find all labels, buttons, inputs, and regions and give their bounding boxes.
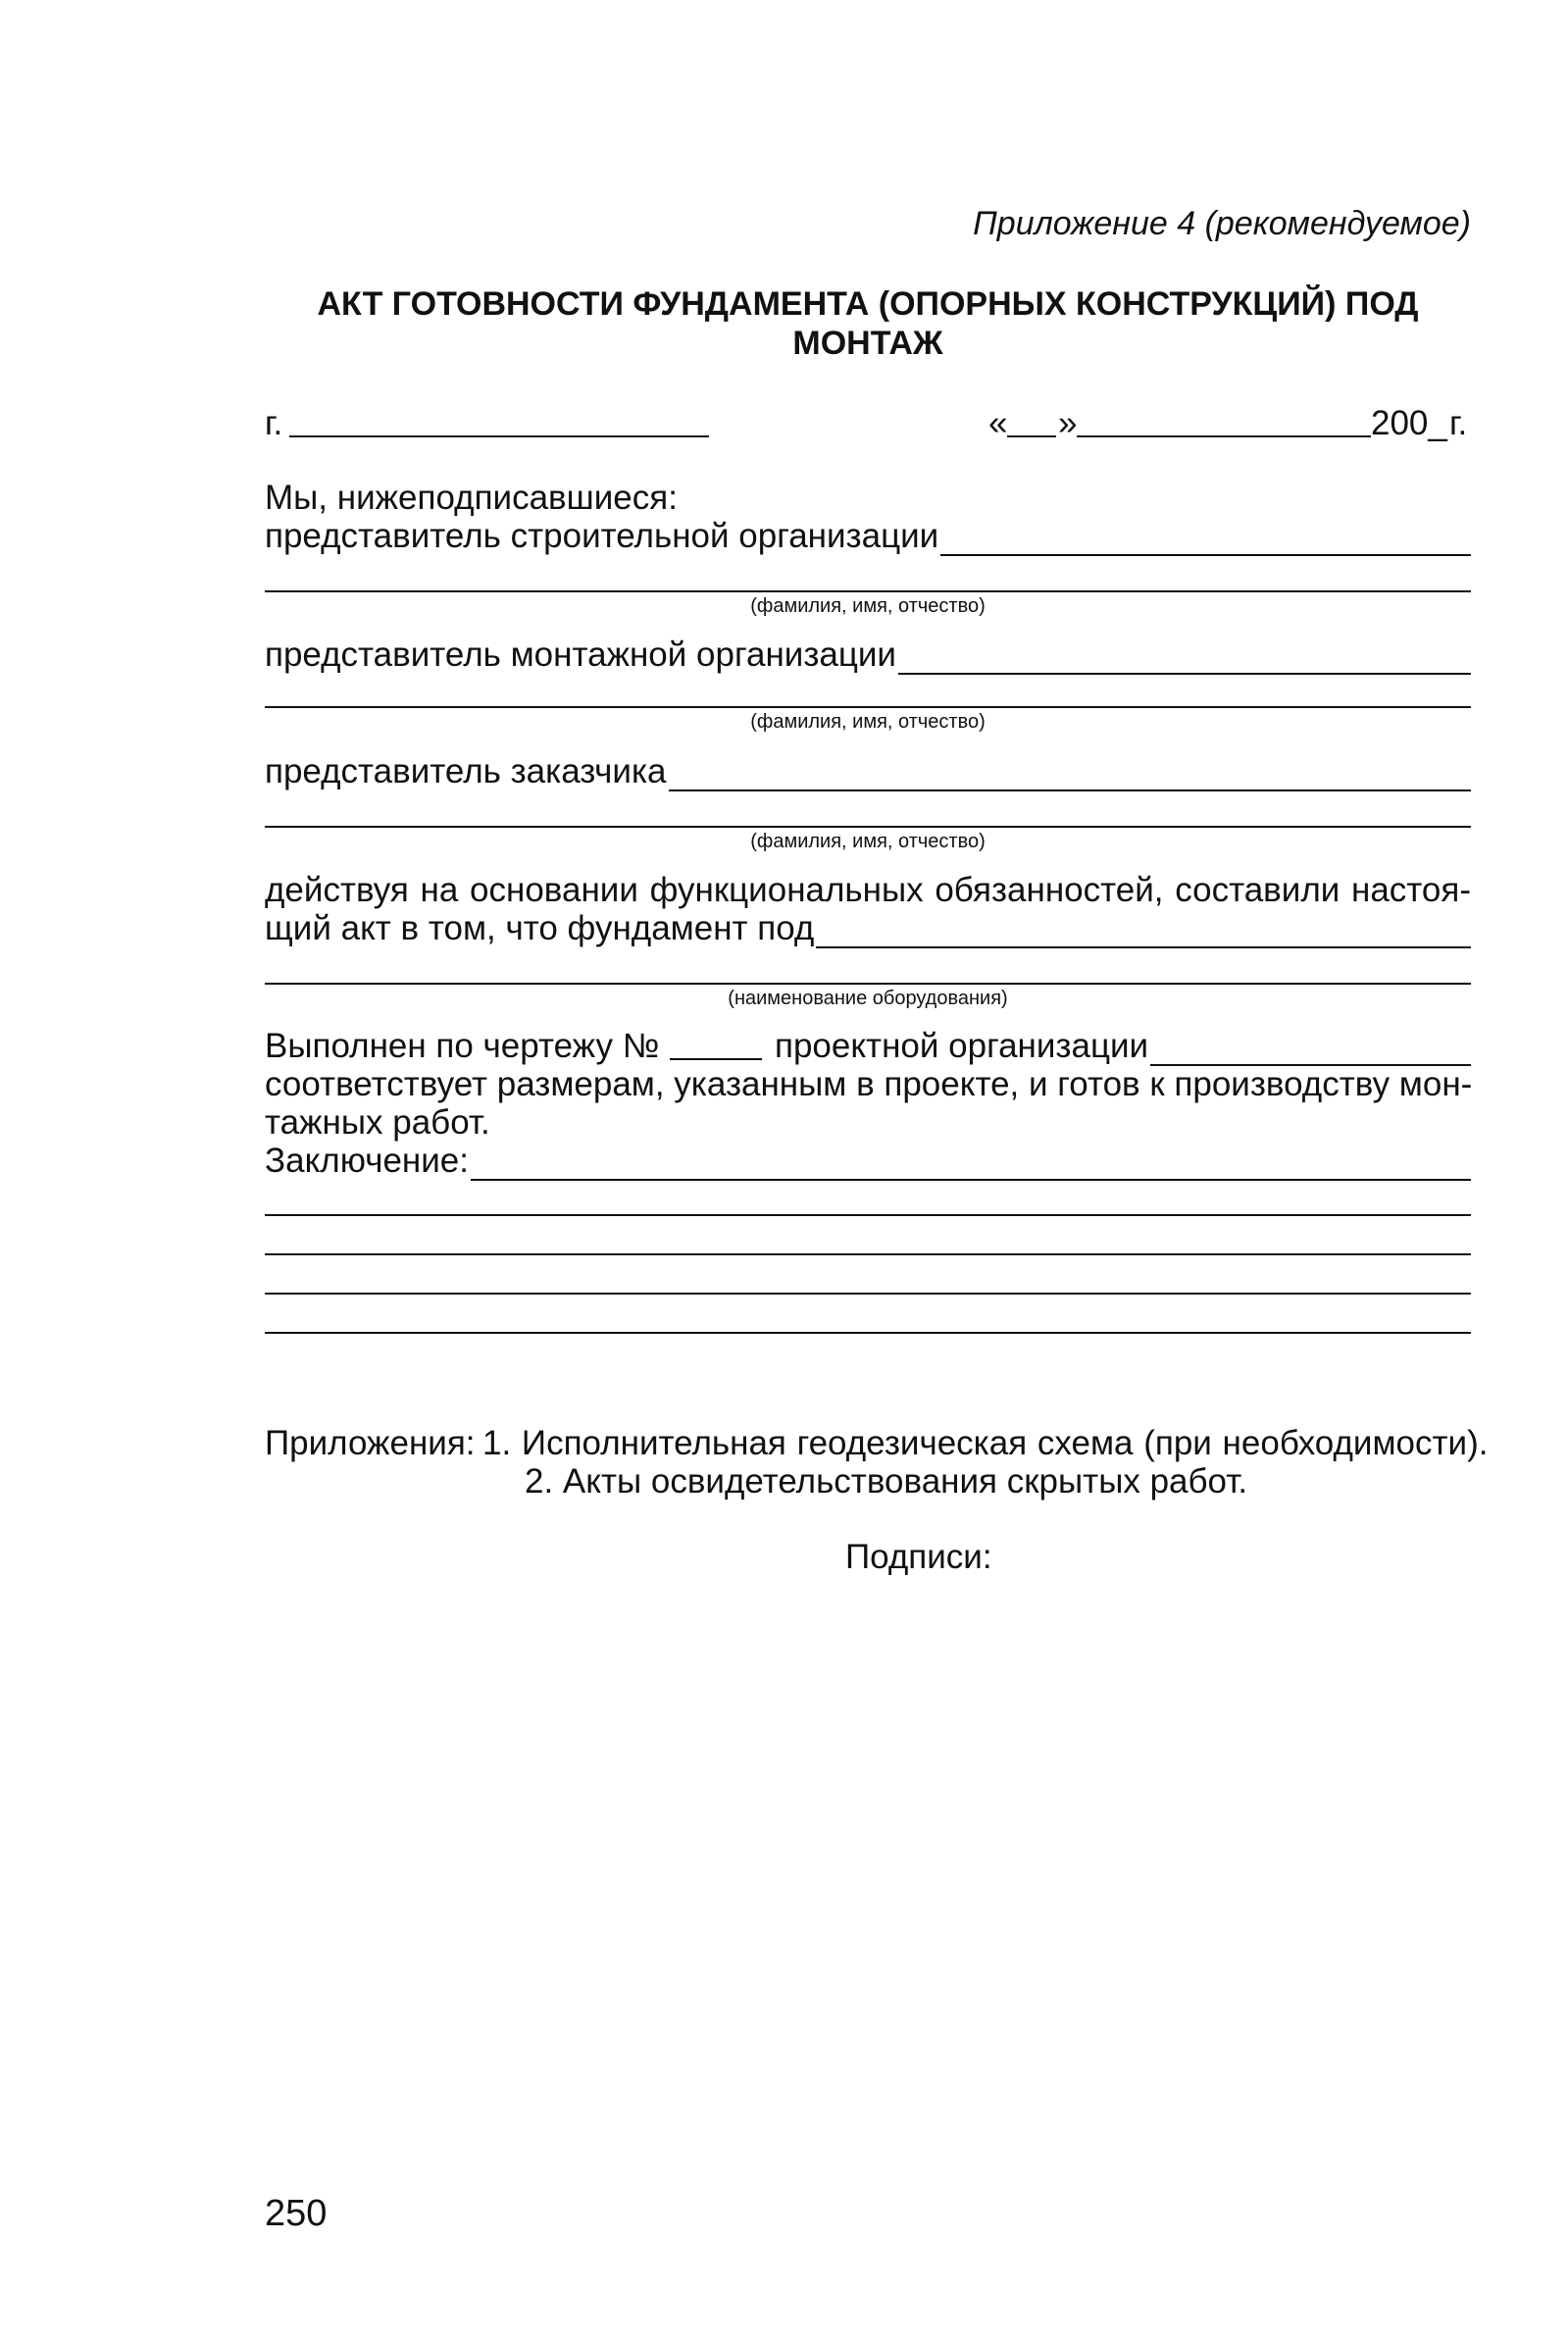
date-year-suffix: г.: [1449, 404, 1468, 442]
design-org-label: проектной организации: [775, 1027, 1149, 1065]
intro-text: Мы, нижеподписавшиеся:: [265, 479, 678, 517]
rep-customer-field[interactable]: [669, 760, 1472, 791]
conclusion-field[interactable]: [471, 1149, 1471, 1181]
rep-customer-hint: (фамилия, имя, отчество): [750, 831, 986, 852]
rep-construction-hint: (фамилия, имя, отчество): [750, 595, 986, 617]
attachment-item-2: 2. Акты освидетельствования скрытых работ.: [525, 1462, 1248, 1501]
rep-construction-label: представитель строительной организации: [265, 517, 939, 555]
document-title-line2: МОНТАЖ: [792, 325, 943, 362]
rep-assembly-hint: (фамилия, имя, отчество): [750, 711, 986, 733]
equipment-name-line[interactable]: [265, 983, 1471, 985]
conclusion-line-3[interactable]: [265, 1253, 1471, 1255]
attachment-item-1: 1. Исполнительная геодезическая схема (при необходимости).: [482, 1424, 1489, 1462]
drawing-number-field[interactable]: [670, 1058, 762, 1060]
document-title-line1: АКТ ГОТОВНОСТИ ФУНДАМЕНТА (ОПОРНЫХ КОНСТРУКЦИЙ) ПОД: [317, 285, 1419, 323]
date-close-quote: »: [1058, 404, 1078, 442]
basis-line2-label: щий акт в том, что фундамент под: [265, 909, 815, 947]
drawing-number-label: Выполнен по чертежу №: [265, 1027, 660, 1065]
design-org-row: [775, 1027, 1471, 1066]
equipment-hint: (наименование оборудования): [728, 988, 1008, 1009]
conclusion-line-2[interactable]: [265, 1214, 1471, 1216]
basis-line1: действуя на основании функциональных обязанностей, составили настоя-: [265, 871, 1471, 909]
rep-construction-row: [265, 517, 1471, 556]
date-year-prefix: 200_: [1371, 404, 1447, 442]
execution-line2: соответствует размерам, указанным в проекте, и готов к производству мон-: [265, 1065, 1473, 1103]
execution-line3: тажных работ.: [265, 1103, 490, 1142]
conclusion-line-4[interactable]: [265, 1293, 1471, 1295]
conclusion-line-5[interactable]: [265, 1332, 1471, 1334]
conclusion-row: [265, 1142, 1471, 1181]
rep-customer-name-line[interactable]: [265, 826, 1471, 828]
rep-assembly-field[interactable]: [898, 643, 1471, 675]
foundation-for-field[interactable]: [816, 917, 1471, 948]
date-month-line[interactable]: [1077, 435, 1371, 437]
date-open-quote: «: [988, 404, 1008, 442]
rep-assembly-row: [265, 636, 1471, 675]
rep-customer-row: [265, 752, 1471, 791]
date-day-line[interactable]: [1007, 435, 1056, 437]
conclusion-label: Заключение:: [265, 1142, 469, 1180]
city-prefix: г.: [265, 404, 283, 442]
attachments-label: Приложения:: [265, 1424, 476, 1462]
appendix-label: Приложение 4 (рекомендуемое): [973, 205, 1471, 242]
design-org-field[interactable]: [1150, 1035, 1471, 1066]
rep-construction-name-line[interactable]: [265, 590, 1471, 592]
basis-line2-row: [265, 909, 1471, 948]
rep-construction-field[interactable]: [940, 525, 1471, 556]
page-number: 250: [265, 2193, 328, 2234]
signatures-label: Подписи:: [845, 1538, 992, 1576]
city-field-line[interactable]: [289, 435, 709, 437]
rep-assembly-name-line[interactable]: [265, 706, 1471, 708]
rep-assembly-label: представитель монтажной организации: [265, 636, 896, 674]
rep-customer-label: представитель заказчика: [265, 752, 667, 790]
